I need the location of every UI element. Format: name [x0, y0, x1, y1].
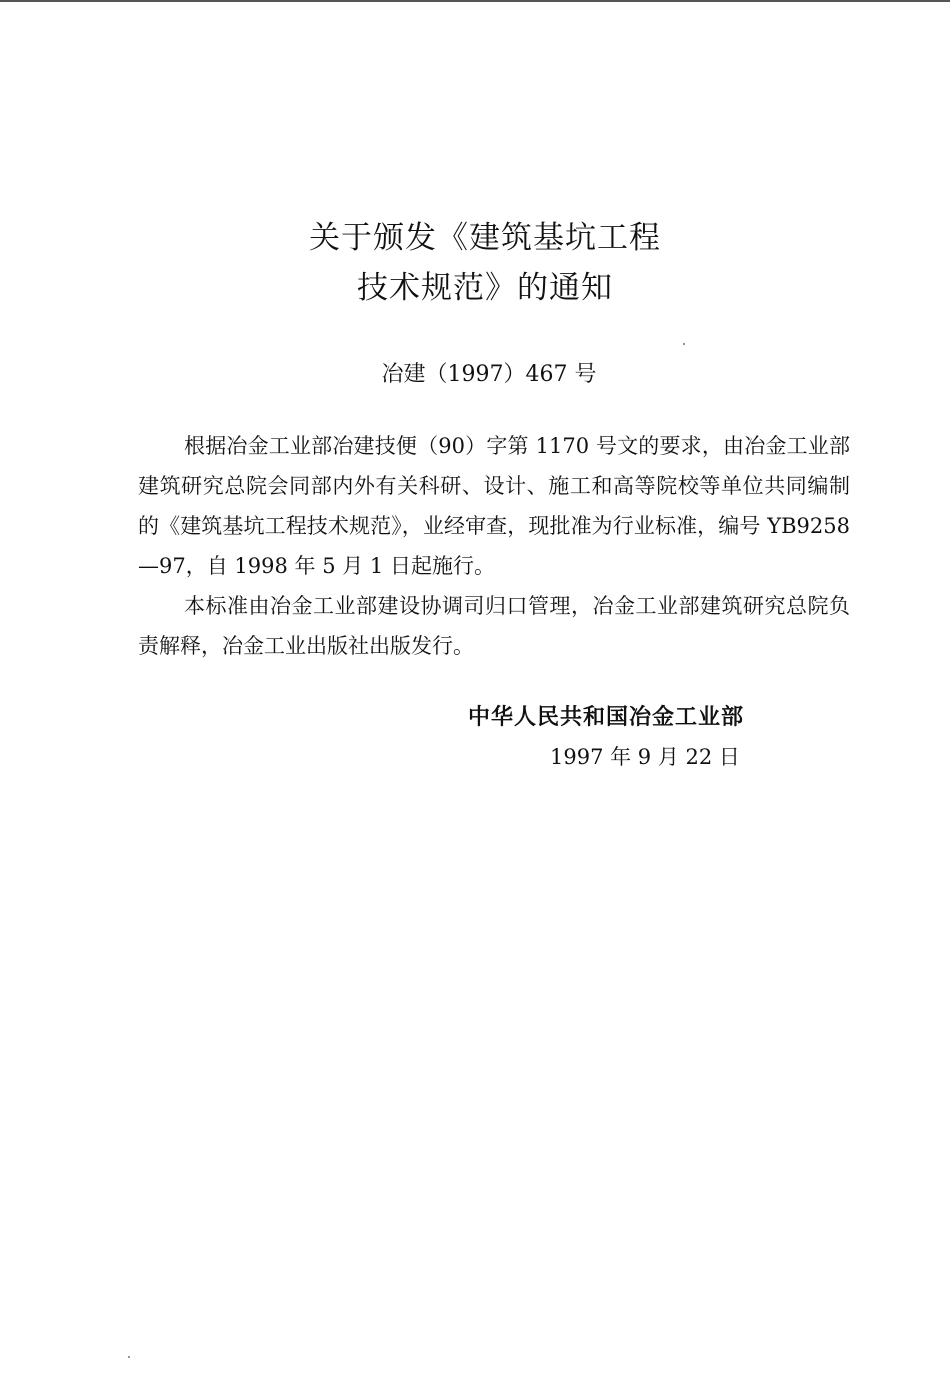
document-number: 冶建（1997）467 号 — [381, 362, 597, 387]
issuing-authority: 中华人民共和国冶金工业部 — [468, 705, 745, 730]
top-border-line — [0, 0, 950, 2]
notice-title-line-2: 技术规范》的通知 — [357, 270, 613, 306]
notice-title-line-1: 关于颁发《建筑基坑工程 — [309, 220, 661, 256]
issue-date: 1997 年 9 月 22 日 — [550, 745, 740, 769]
scan-speck — [683, 343, 685, 345]
scan-speck — [128, 1356, 130, 1358]
body-paragraph-1: 根据冶金工业部冶建技便（90）字第 1170 号文的要求，由冶金工业部建筑研究总院会同部内外有关科研、设计、施工和高等院校等单位共同编制的《建筑基坑工程技术规范》，业经审查，现批准为行业标准，编号 YB9258—97，自 1998 年 5 月 1 日起施行。 — [138, 434, 850, 578]
body-paragraph-2: 本标准由冶金工业部建设协调司归口管理，冶金工业部建筑研究总院负责解释，冶金工业出版社出版发行。 — [138, 594, 850, 658]
